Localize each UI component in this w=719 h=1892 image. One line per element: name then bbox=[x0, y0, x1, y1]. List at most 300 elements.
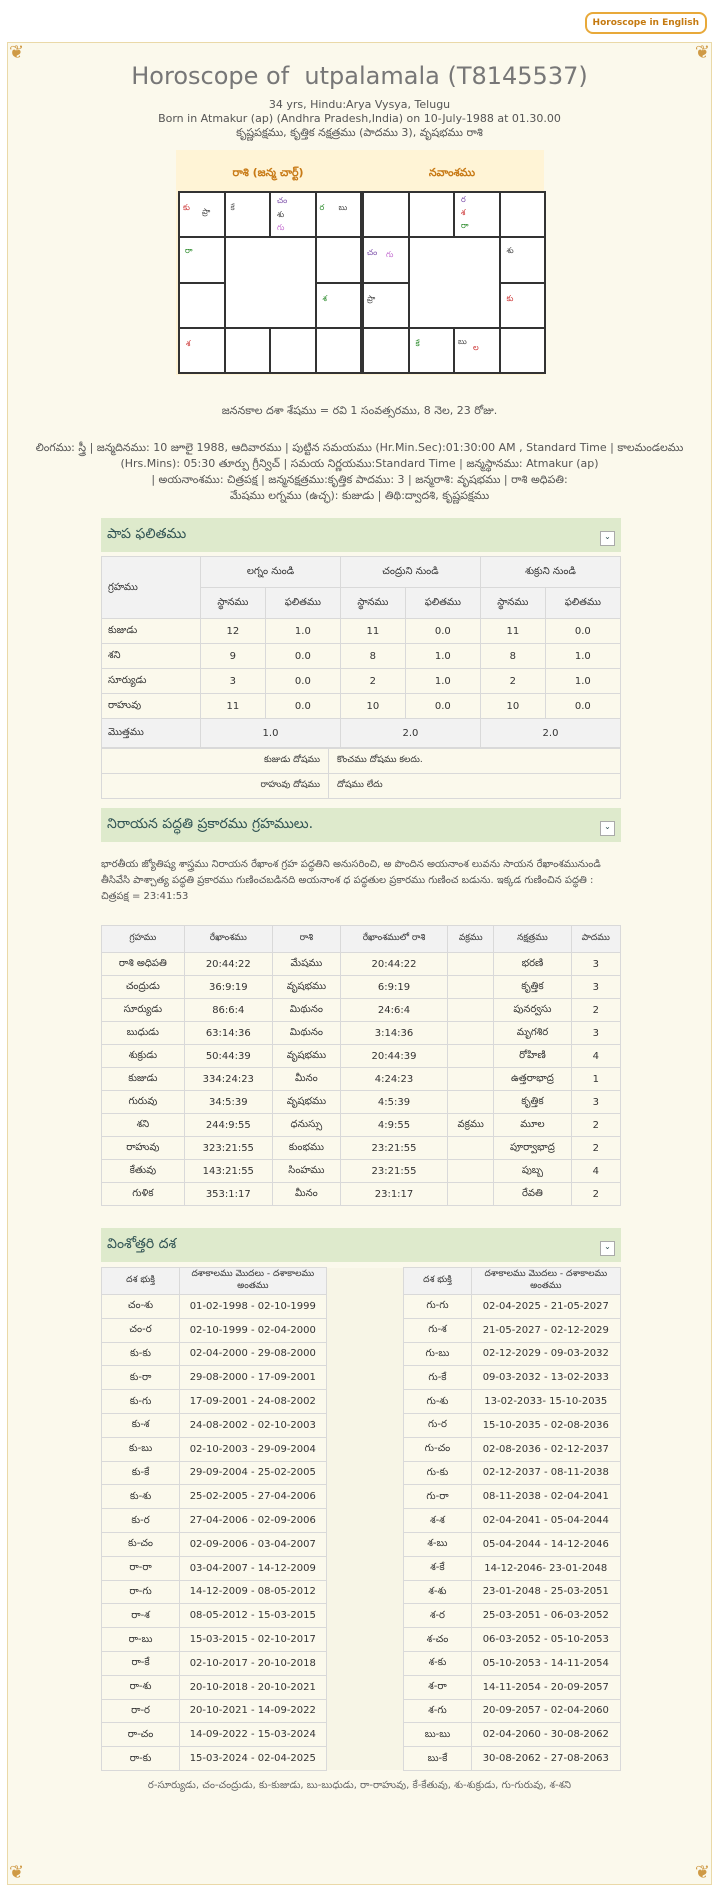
col-phala: ఫలితము bbox=[405, 588, 480, 619]
table-row bbox=[102, 1675, 621, 1699]
gap bbox=[326, 1532, 403, 1556]
cell: ఉత్తరాభాద్ర bbox=[494, 1068, 571, 1091]
cell: వృషభము bbox=[272, 1091, 340, 1114]
cell: 02-12-2037 - 08-11-2038 bbox=[471, 1461, 620, 1485]
cell: 2 bbox=[571, 1137, 620, 1160]
table-row bbox=[102, 1295, 621, 1319]
col-header: వక్రము bbox=[448, 926, 494, 953]
total-value: 2.0 bbox=[480, 719, 620, 748]
corner-ornament-icon: ❦ bbox=[694, 1862, 710, 1883]
planets-table bbox=[101, 925, 621, 1206]
rasi-center bbox=[225, 237, 316, 328]
cell: పుబ్బ bbox=[494, 1160, 571, 1183]
cell: 23-01-2048 - 25-03-2051 bbox=[471, 1580, 620, 1604]
cell: 14-12-2009 - 08-05-2012 bbox=[180, 1580, 326, 1604]
cell: కు-ర bbox=[102, 1509, 180, 1533]
cell: 3:14:36 bbox=[340, 1022, 447, 1045]
gap bbox=[326, 1675, 403, 1699]
table-row bbox=[102, 644, 621, 669]
table-row bbox=[102, 1045, 621, 1068]
rasi-house: శ bbox=[316, 283, 362, 328]
cell: 30-08-2062 - 27-08-2063 bbox=[471, 1747, 620, 1771]
cell: 02-09-2006 - 03-04-2007 bbox=[180, 1532, 326, 1556]
cell: 3 bbox=[201, 669, 266, 694]
cell: 63:14:36 bbox=[184, 1022, 272, 1045]
cell: 0.0 bbox=[265, 694, 340, 719]
cell: ధనుస్సు bbox=[272, 1114, 340, 1137]
cell: 09-03-2032 - 13-02-2033 bbox=[471, 1366, 620, 1390]
cell: 11 bbox=[340, 619, 405, 644]
cell: శ-కు bbox=[404, 1651, 471, 1675]
gap bbox=[326, 1437, 403, 1461]
col-header: గ్రహము bbox=[102, 926, 185, 953]
navamsa-house bbox=[500, 328, 546, 373]
table-row bbox=[102, 1509, 621, 1533]
cell: 15-03-2015 - 02-10-2017 bbox=[180, 1628, 326, 1652]
table-row bbox=[102, 976, 621, 999]
cell: 4:24:23 bbox=[340, 1068, 447, 1091]
col-header: రాశి bbox=[272, 926, 340, 953]
cell: శ-శు bbox=[404, 1580, 471, 1604]
cell: 14-12-2046- 23-01-2048 bbox=[471, 1556, 620, 1580]
cell: 20:44:22 bbox=[340, 953, 447, 976]
cell bbox=[448, 953, 494, 976]
rasi-house bbox=[316, 328, 362, 373]
cell: 1.0 bbox=[405, 644, 480, 669]
cell: 08-05-2012 - 15-03-2015 bbox=[180, 1604, 326, 1628]
total-value: 1.0 bbox=[201, 719, 341, 748]
cell: 1.0 bbox=[265, 619, 340, 644]
cell: 143:21:55 bbox=[184, 1160, 272, 1183]
cell: రా-చం bbox=[102, 1723, 180, 1747]
cell: 02-08-2036 - 02-12-2037 bbox=[471, 1437, 620, 1461]
cell: 34:5:39 bbox=[184, 1091, 272, 1114]
cell: గు-గు bbox=[404, 1295, 471, 1319]
cell: శ-రా bbox=[404, 1675, 471, 1699]
table-row bbox=[102, 774, 621, 799]
cell: కు-బు bbox=[102, 1437, 180, 1461]
dosha-value: దోషము లేదు bbox=[329, 774, 621, 799]
collapse-toggle-icon[interactable]: ⌄ bbox=[600, 531, 615, 546]
cell: రా-ర bbox=[102, 1699, 180, 1723]
cell: 0.0 bbox=[265, 644, 340, 669]
navamsa-chart bbox=[362, 191, 546, 374]
cell bbox=[448, 999, 494, 1022]
cell: 25-03-2051 - 06-03-2052 bbox=[471, 1604, 620, 1628]
cell bbox=[448, 1137, 494, 1160]
details-line-2: (Hrs.Mins): 05:30 తూర్పు గ్రీన్విచ్ | సమయ నిర్ణయము:Standard Time | జన్మస్థానము: Atmakur (ap) bbox=[120, 457, 599, 470]
gap bbox=[326, 1628, 403, 1652]
rasi-chart-label: రాశి (జన్మ చార్ట్) bbox=[232, 166, 304, 179]
dosha-label: రాహువు దోషము bbox=[102, 774, 329, 799]
cell: 244:9:55 bbox=[184, 1114, 272, 1137]
cell: 0.0 bbox=[265, 669, 340, 694]
nirayana-section-title: నిరాయన పద్ధతి ప్రకారము గ్రహములు. bbox=[107, 816, 314, 832]
dasha-table bbox=[101, 1267, 621, 1771]
cell: 0.0 bbox=[545, 694, 620, 719]
gap bbox=[326, 1268, 403, 1295]
cell: 3 bbox=[571, 1022, 620, 1045]
corner-ornament-icon: ❦ bbox=[9, 1862, 25, 1883]
navamsa-house: బు ల bbox=[454, 328, 500, 373]
cell: 4:9:55 bbox=[340, 1114, 447, 1137]
cell: 6:9:19 bbox=[340, 976, 447, 999]
cell: 11 bbox=[480, 619, 545, 644]
cell: 1 bbox=[571, 1068, 620, 1091]
details-line-1: లింగము: స్త్రీ | జన్మదినము: 10 జూలై 1988, ఆదివారము | పుట్టిన సమయము (Hr.Min.Sec):01:30:00 AM , Standard Time | కాలమండలము bbox=[35, 441, 684, 454]
cell: 3 bbox=[571, 976, 620, 999]
cell bbox=[448, 1091, 494, 1114]
cell: 11 bbox=[201, 694, 266, 719]
cell: 02-12-2029 - 09-03-2032 bbox=[471, 1342, 620, 1366]
cell: సింహము bbox=[272, 1160, 340, 1183]
vimshottari-section-title: వింశోత్తరి దశ bbox=[107, 1236, 177, 1252]
table-row bbox=[102, 1556, 621, 1580]
cell: వక్రము bbox=[448, 1114, 494, 1137]
cell: చం-ర bbox=[102, 1318, 180, 1342]
col-graha: గ్రహము bbox=[102, 557, 201, 619]
col-sthana: స్థానము bbox=[340, 588, 405, 619]
nakshatra-line: కృష్ణపక్షము, కృత్తిక నక్షత్రము (పాదము 3), వృషభము రాశి bbox=[236, 126, 483, 139]
table-header-row bbox=[102, 926, 621, 953]
rasi-house: చం శు గు bbox=[270, 192, 316, 237]
cell: కు-కే bbox=[102, 1461, 180, 1485]
cell: గురువు bbox=[102, 1091, 185, 1114]
cell: శ-బు bbox=[404, 1532, 471, 1556]
col-dasha: దశ భుక్తి bbox=[404, 1268, 471, 1295]
cell: శ-కే bbox=[404, 1556, 471, 1580]
cell: కు-కు bbox=[102, 1342, 180, 1366]
navamsa-house: ర శ రా bbox=[454, 192, 500, 237]
cell: 86:6:4 bbox=[184, 999, 272, 1022]
cell: 14-11-2054 - 20-09-2057 bbox=[471, 1675, 620, 1699]
collapse-toggle-icon[interactable]: ⌄ bbox=[600, 821, 615, 836]
navamsa-house: చం గు bbox=[363, 237, 409, 282]
table-row bbox=[102, 1022, 621, 1045]
table-row bbox=[102, 1628, 621, 1652]
cell: మూల bbox=[494, 1114, 571, 1137]
navamsa-house: కు bbox=[500, 283, 546, 328]
gap bbox=[326, 1699, 403, 1723]
cell: 2 bbox=[480, 669, 545, 694]
cell bbox=[448, 976, 494, 999]
cell: చం-శు bbox=[102, 1295, 180, 1319]
english-horoscope-button[interactable]: Horoscope in English bbox=[585, 12, 707, 34]
gap bbox=[326, 1390, 403, 1414]
table-row bbox=[102, 1580, 621, 1604]
title-prefix: Horoscope of bbox=[131, 62, 290, 90]
navamsa-chart-label: నవాంశము bbox=[428, 166, 476, 179]
cell bbox=[448, 1068, 494, 1091]
cell: 12 bbox=[201, 619, 266, 644]
col-header: పాదము bbox=[571, 926, 620, 953]
cell: మీనం bbox=[272, 1183, 340, 1206]
navamsa-house bbox=[409, 192, 455, 237]
cell: రా-శు bbox=[102, 1675, 180, 1699]
cell bbox=[448, 1183, 494, 1206]
table-row bbox=[102, 999, 621, 1022]
table-row bbox=[102, 1651, 621, 1675]
cell: శ-చం bbox=[404, 1628, 471, 1652]
cell: 2 bbox=[571, 1114, 620, 1137]
gap bbox=[326, 1485, 403, 1509]
cell: రా-కు bbox=[102, 1747, 180, 1771]
nirayana-description: భారతీయ జ్యోతిష్య శాస్త్రము నిరాయన రేఖాంశ గ్రహ పద్ధతిని అనుసరించి, అ పొందిన అయనాంశ లువను సాయన రేఖాంశమునుండి తీసివేసి పాశ్చాత్య పద్ధతి ప్రకారము గుణించబడినది అయనాంశ ధ పద్ధతుల ప్రకారము గుణించ బడును. ఇక్కడ గుణించిన పద్ధతి : చిత్రపక్ష = 23:41:53 bbox=[101, 859, 601, 902]
cell: శుక్రుడు bbox=[102, 1045, 185, 1068]
cell: రా-బు bbox=[102, 1628, 180, 1652]
cell: రోహిణి bbox=[494, 1045, 571, 1068]
cell: 25-02-2005 - 27-04-2006 bbox=[180, 1485, 326, 1509]
table-row bbox=[102, 1318, 621, 1342]
cell: 10 bbox=[480, 694, 545, 719]
cell: 02-04-2000 - 29-08-2000 bbox=[180, 1342, 326, 1366]
profile-line: 34 yrs, Hindu:Arya Vysya, Telugu bbox=[268, 98, 451, 111]
cell: బుధుడు bbox=[102, 1022, 185, 1045]
cell: 353:1:17 bbox=[184, 1183, 272, 1206]
cell: 0.0 bbox=[545, 619, 620, 644]
cell: మిథునం bbox=[272, 999, 340, 1022]
corner-ornament-icon: ❦ bbox=[694, 42, 710, 63]
col-header: రేఖాంశము bbox=[184, 926, 272, 953]
gap bbox=[326, 1580, 403, 1604]
cell: కు-గు bbox=[102, 1390, 180, 1414]
cell: 20-10-2021 - 14-09-2022 bbox=[180, 1699, 326, 1723]
cell: 21-05-2027 - 02-12-2029 bbox=[471, 1318, 620, 1342]
cell: 1.0 bbox=[545, 644, 620, 669]
cell: 1.0 bbox=[545, 669, 620, 694]
dosha-value: కొంచము దోషము కలదు. bbox=[329, 749, 621, 774]
page-title bbox=[0, 62, 719, 90]
table-row bbox=[102, 1160, 621, 1183]
rasi-house bbox=[270, 328, 316, 373]
cell: 2 bbox=[571, 999, 620, 1022]
papa-table bbox=[101, 556, 621, 748]
table-header-row bbox=[102, 1268, 621, 1295]
collapse-toggle-icon[interactable]: ⌄ bbox=[600, 1241, 615, 1256]
cell: రా-కే bbox=[102, 1651, 180, 1675]
gap bbox=[326, 1651, 403, 1675]
cell: రా-గు bbox=[102, 1580, 180, 1604]
col-phala: ఫలితము bbox=[265, 588, 340, 619]
table-row bbox=[102, 1723, 621, 1747]
gap bbox=[326, 1413, 403, 1437]
table-row bbox=[102, 749, 621, 774]
navamsa-house: శు bbox=[500, 237, 546, 282]
cell: వృషభము bbox=[272, 1045, 340, 1068]
details-line-4: మేషము లగ్నము (ఉచ్ఛ): కుజుడు | తిథి:ద్వాదశి, కృష్ణపక్షము bbox=[229, 489, 490, 502]
cell: 15-10-2035 - 02-08-2036 bbox=[471, 1413, 620, 1437]
navamsa-house bbox=[363, 192, 409, 237]
total-label: మొత్తము bbox=[102, 719, 201, 748]
rasi-house: రా bbox=[179, 237, 225, 282]
table-row bbox=[102, 1699, 621, 1723]
table-row bbox=[102, 1137, 621, 1160]
cell: పునర్వసు bbox=[494, 999, 571, 1022]
table-row bbox=[102, 1532, 621, 1556]
cell: 02-04-2041 - 05-04-2044 bbox=[471, 1509, 620, 1533]
cell: 334:24:23 bbox=[184, 1068, 272, 1091]
cell: 20:44:22 bbox=[184, 953, 272, 976]
gap bbox=[326, 1723, 403, 1747]
total-row bbox=[102, 719, 621, 748]
table-row bbox=[102, 1604, 621, 1628]
col-sthana: స్థానము bbox=[480, 588, 545, 619]
cell: వృషభము bbox=[272, 976, 340, 999]
dasha-balance: జననకాల దశా శేషము = రవి 1 సంవత్సరము, 8 నెల, 23 రోజు. bbox=[221, 404, 498, 417]
cell: 2 bbox=[340, 669, 405, 694]
table-row bbox=[102, 619, 621, 644]
cell: గు-బు bbox=[404, 1342, 471, 1366]
navamsa-center bbox=[409, 237, 500, 328]
navamsa-house bbox=[500, 192, 546, 237]
cell: కృత్తిక bbox=[494, 1091, 571, 1114]
legend-footer: ర-సూర్యుడు, చం-చంద్రుడు, కు-కుజుడు, బు-బుధుడు, రా-రాహువు, కే-కేతువు, శు-శుక్రుడు, గు-గురువు, శ-శని bbox=[147, 1780, 572, 1791]
cell: శ-శ bbox=[404, 1509, 471, 1533]
cell: చంద్రుడు bbox=[102, 976, 185, 999]
navamsa-house: కే bbox=[409, 328, 455, 373]
table-row bbox=[102, 1747, 621, 1771]
cell: 02-04-2025 - 21-05-2027 bbox=[471, 1295, 620, 1319]
birth-line: Born in Atmakur (ap) (Andhra Pradesh,India) on 10-July-1988 at 01.30.00 bbox=[158, 112, 561, 125]
col-phala: ఫలితము bbox=[545, 588, 620, 619]
cell: 20-10-2018 - 20-10-2021 bbox=[180, 1675, 326, 1699]
table-row bbox=[102, 1114, 621, 1137]
cell: బు-బు bbox=[404, 1723, 471, 1747]
cell: 02-10-2003 - 29-09-2004 bbox=[180, 1437, 326, 1461]
cell: 24:6:4 bbox=[340, 999, 447, 1022]
cell: రాహువు bbox=[102, 694, 201, 719]
cell: పూర్వాభాద్ర bbox=[494, 1137, 571, 1160]
cell: సూర్యుడు bbox=[102, 999, 185, 1022]
cell: 1.0 bbox=[405, 669, 480, 694]
table-row bbox=[102, 1485, 621, 1509]
cell: గు-చం bbox=[404, 1437, 471, 1461]
corner-ornament-icon: ❦ bbox=[9, 42, 25, 63]
cell: భరణి bbox=[494, 953, 571, 976]
gap bbox=[326, 1342, 403, 1366]
cell: 02-10-1999 - 02-04-2000 bbox=[180, 1318, 326, 1342]
cell: మీనం bbox=[272, 1068, 340, 1091]
cell: 4 bbox=[571, 1160, 620, 1183]
cell: శ-గు bbox=[404, 1699, 471, 1723]
gap bbox=[326, 1604, 403, 1628]
cell: 20-09-2057 - 02-04-2060 bbox=[471, 1699, 620, 1723]
cell: గు-శు bbox=[404, 1390, 471, 1414]
table-row bbox=[102, 1183, 621, 1206]
title-name: utpalamala (T8145537) bbox=[304, 62, 588, 90]
col-header: రేఖాంశములో రాశి bbox=[340, 926, 447, 953]
cell: కు-చం bbox=[102, 1532, 180, 1556]
rasi-chart bbox=[178, 191, 362, 374]
gap bbox=[326, 1509, 403, 1533]
table-row bbox=[102, 1091, 621, 1114]
col-chandra: చంద్రుని నుండి bbox=[340, 557, 480, 588]
cell: 15-03-2024 - 02-04-2025 bbox=[180, 1747, 326, 1771]
rasi-house: శ bbox=[179, 328, 225, 373]
cell: 17-09-2001 - 24-08-2002 bbox=[180, 1390, 326, 1414]
cell: 8 bbox=[480, 644, 545, 669]
cell: శ-ర bbox=[404, 1604, 471, 1628]
table-row bbox=[102, 1413, 621, 1437]
cell: 05-10-2053 - 14-11-2054 bbox=[471, 1651, 620, 1675]
cell: 3 bbox=[571, 1091, 620, 1114]
vimshottari-section-header[interactable] bbox=[101, 1228, 621, 1262]
cell: బు-కే bbox=[404, 1747, 471, 1771]
papa-section-header[interactable] bbox=[101, 518, 621, 552]
cell: 50:44:39 bbox=[184, 1045, 272, 1068]
col-period: దశాకాలము మొదలు - దశాకాలము అంతము bbox=[471, 1268, 620, 1295]
total-value: 2.0 bbox=[340, 719, 480, 748]
rasi-house bbox=[225, 328, 271, 373]
navamsa-house bbox=[363, 328, 409, 373]
cell: 13-02-2033- 15-10-2035 bbox=[471, 1390, 620, 1414]
cell: 08-11-2038 - 02-04-2041 bbox=[471, 1485, 620, 1509]
col-lagna: లగ్నం నుండి bbox=[201, 557, 341, 588]
details-line-3: | అయనాంశము: చిత్రపక్ష | జన్మనక్షత్రము:కృత్తిక పాదము: 3 | జన్మరాశి: వృషభము | రాశి అధిపతి: bbox=[151, 473, 568, 486]
table-row bbox=[102, 1390, 621, 1414]
table-row bbox=[102, 1366, 621, 1390]
col-shukra: శుక్రుని నుండి bbox=[480, 557, 620, 588]
cell: 23:21:55 bbox=[340, 1160, 447, 1183]
table-row bbox=[102, 1437, 621, 1461]
cell: 14-09-2022 - 15-03-2024 bbox=[180, 1723, 326, 1747]
cell: రేవతి bbox=[494, 1183, 571, 1206]
rasi-house: ర బు bbox=[316, 192, 362, 237]
cell: గు-శ bbox=[404, 1318, 471, 1342]
cell: రాశి అధిపతి bbox=[102, 953, 185, 976]
cell: 06-03-2052 - 05-10-2053 bbox=[471, 1628, 620, 1652]
cell: గు-కే bbox=[404, 1366, 471, 1390]
cell: కు-శు bbox=[102, 1485, 180, 1509]
cell: 02-04-2060 - 30-08-2062 bbox=[471, 1723, 620, 1747]
cell: 0.0 bbox=[405, 619, 480, 644]
col-header: నక్షత్రము bbox=[494, 926, 571, 953]
rasi-house bbox=[316, 237, 362, 282]
cell: మృగశిర bbox=[494, 1022, 571, 1045]
cell: 0.0 bbox=[405, 694, 480, 719]
cell: కు-రా bbox=[102, 1366, 180, 1390]
cell: కుంభము bbox=[272, 1137, 340, 1160]
cell: కుజుడు bbox=[102, 619, 201, 644]
cell: 4:5:39 bbox=[340, 1091, 447, 1114]
cell: మిథునం bbox=[272, 1022, 340, 1045]
cell: 20:44:39 bbox=[340, 1045, 447, 1068]
cell: 23:1:17 bbox=[340, 1183, 447, 1206]
cell: 05-04-2044 - 14-12-2046 bbox=[471, 1532, 620, 1556]
gap bbox=[326, 1366, 403, 1390]
cell: గు-కు bbox=[404, 1461, 471, 1485]
cell: 03-04-2007 - 14-12-2009 bbox=[180, 1556, 326, 1580]
cell: 24-08-2002 - 02-10-2003 bbox=[180, 1413, 326, 1437]
cell: 323:21:55 bbox=[184, 1137, 272, 1160]
table-row bbox=[102, 669, 621, 694]
rasi-house: కు ప్రా bbox=[179, 192, 225, 237]
gap bbox=[326, 1556, 403, 1580]
cell: రాహువు bbox=[102, 1137, 185, 1160]
cell: 9 bbox=[201, 644, 266, 669]
table-row bbox=[102, 1068, 621, 1091]
cell: గుళిక bbox=[102, 1183, 185, 1206]
rasi-house bbox=[179, 283, 225, 328]
cell: సూర్యుడు bbox=[102, 669, 201, 694]
cell: 29-08-2000 - 17-09-2001 bbox=[180, 1366, 326, 1390]
col-dasha: దశ భుక్తి bbox=[102, 1268, 180, 1295]
gap bbox=[326, 1461, 403, 1485]
col-period: దశాకాలము మొదలు - దశాకాలము అంతము bbox=[180, 1268, 326, 1295]
cell: గు-రా bbox=[404, 1485, 471, 1509]
cell: 2 bbox=[571, 1183, 620, 1206]
nirayana-section-header[interactable] bbox=[101, 808, 621, 842]
